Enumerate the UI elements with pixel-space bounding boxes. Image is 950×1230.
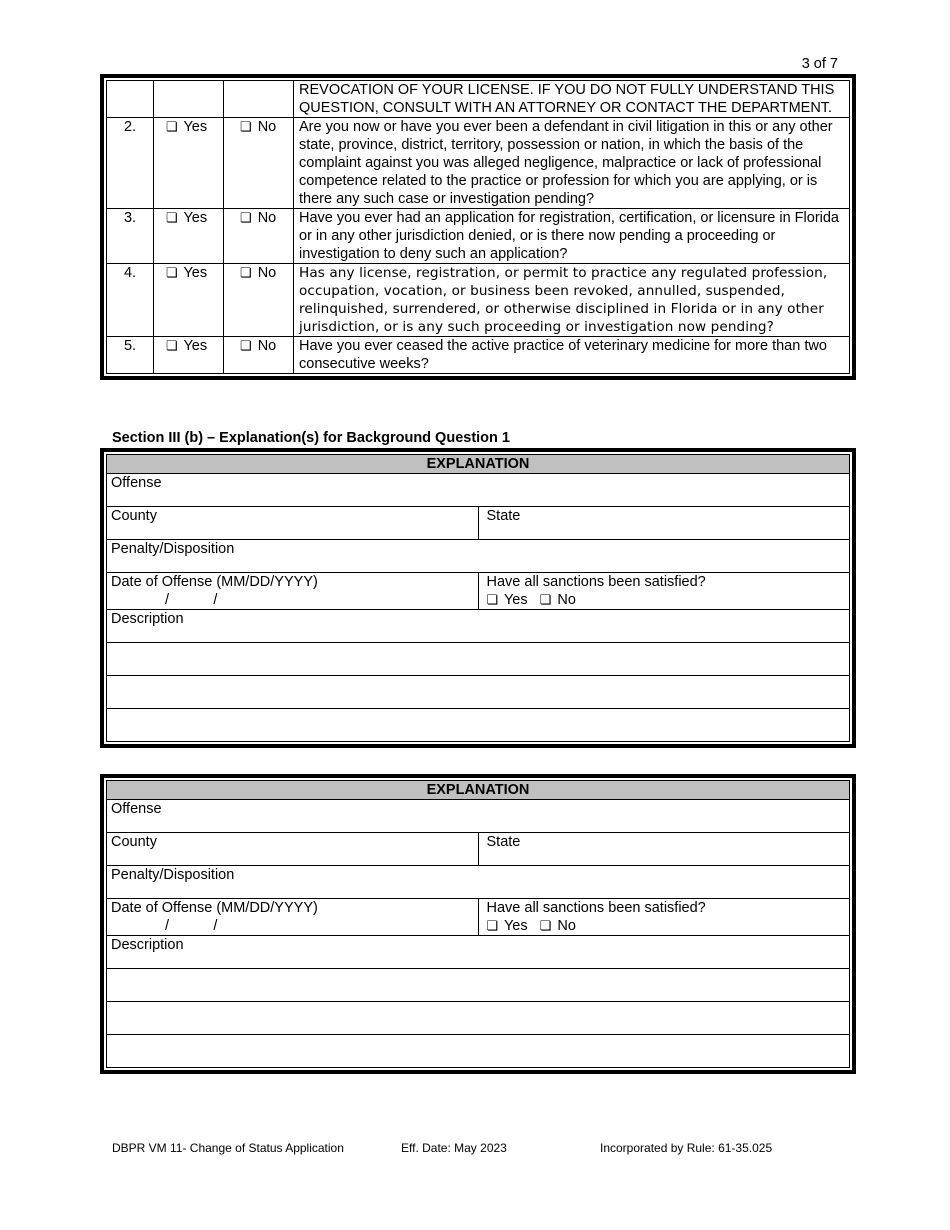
description-field[interactable] bbox=[107, 936, 850, 969]
offense-label: Offense bbox=[111, 801, 162, 817]
question-continuation-text: REVOCATION OF YOUR LICENSE. IF YOU DO NOT FULLY UNDERSTAND THIS QUESTION, CONSULT WITH AN ATTORNEY OR CONTACT THE DEPARTMENT. bbox=[294, 81, 850, 118]
offense-field[interactable] bbox=[107, 474, 850, 507]
question-number: 2. bbox=[107, 118, 154, 209]
yes-label: Yes bbox=[183, 265, 208, 281]
no-label: No bbox=[257, 119, 277, 135]
yes-label: Yes bbox=[183, 210, 208, 226]
sanctions-field bbox=[478, 899, 850, 936]
county-label: County bbox=[111, 508, 157, 524]
sanctions-no-option[interactable] bbox=[540, 918, 576, 934]
description-line[interactable] bbox=[107, 709, 850, 742]
penalty-field[interactable] bbox=[107, 866, 850, 899]
description-line[interactable] bbox=[107, 1035, 850, 1068]
sanctions-field bbox=[478, 573, 850, 610]
section-title: Section III (b) – Explanation(s) for Background Question 1 bbox=[112, 430, 510, 446]
no-option[interactable] bbox=[224, 118, 294, 209]
county-label: County bbox=[111, 834, 157, 850]
date-of-offense-field[interactable] bbox=[107, 573, 479, 610]
date-label: Date of Offense (MM/DD/YYYY) bbox=[111, 900, 318, 916]
yes-option[interactable] bbox=[154, 118, 224, 209]
date-slashes: / / bbox=[165, 918, 218, 934]
question-row-continuation bbox=[107, 81, 850, 118]
description-label: Description bbox=[111, 937, 184, 953]
yes-label: Yes bbox=[183, 338, 208, 354]
question-row-5 bbox=[107, 337, 850, 374]
penalty-field[interactable] bbox=[107, 540, 850, 573]
explanation-frame-1 bbox=[100, 448, 856, 748]
state-label: State bbox=[486, 508, 521, 524]
question-number: 3. bbox=[107, 209, 154, 264]
description-field[interactable] bbox=[107, 610, 850, 643]
question-number: 4. bbox=[107, 264, 154, 337]
checkbox-icon[interactable]: ❏ bbox=[539, 592, 552, 607]
state-label: State bbox=[486, 834, 521, 850]
description-line[interactable] bbox=[107, 643, 850, 676]
no-label: No bbox=[257, 338, 277, 354]
yes-label: Yes bbox=[183, 119, 208, 135]
question-row-2 bbox=[107, 118, 850, 209]
yes-label: Yes bbox=[503, 592, 528, 608]
question-number: 5. bbox=[107, 337, 154, 374]
sanctions-no-option[interactable] bbox=[540, 592, 576, 608]
penalty-label: Penalty/Disposition bbox=[111, 867, 235, 883]
checkbox-icon[interactable]: ❏ bbox=[166, 338, 178, 353]
background-questions-frame bbox=[100, 74, 856, 380]
explanation-header: EXPLANATION bbox=[107, 781, 850, 800]
checkbox-icon[interactable]: ❏ bbox=[486, 918, 499, 933]
no-label: No bbox=[557, 918, 576, 934]
question-text: Have you ever ceased the active practice of veterinary medicine for more than two consecutive weeks? bbox=[294, 337, 850, 374]
checkbox-icon[interactable]: ❏ bbox=[166, 265, 178, 280]
explanation-header: EXPLANATION bbox=[107, 455, 850, 474]
footer-form-name: DBPR VM 11- Change of Status Application bbox=[112, 1141, 344, 1155]
no-option[interactable] bbox=[224, 264, 294, 337]
state-field[interactable] bbox=[478, 507, 850, 540]
no-option[interactable] bbox=[224, 209, 294, 264]
question-row-3 bbox=[107, 209, 850, 264]
explanation-frame-2 bbox=[100, 774, 856, 1074]
description-line[interactable] bbox=[107, 969, 850, 1002]
description-label: Description bbox=[111, 611, 184, 627]
footer-eff-date: Eff. Date: May 2023 bbox=[401, 1141, 507, 1155]
checkbox-icon[interactable]: ❏ bbox=[486, 592, 499, 607]
yes-label: Yes bbox=[503, 918, 528, 934]
question-text: Are you now or have you ever been a defendant in civil litigation in this or any other state, province, district, territory, possession or nation, in which the basis of the complaint against you was alleged negligence, malpractice or lack of professional competence related to the practice or profession for which you are applying, or is there any such case or investigation pending? bbox=[294, 118, 850, 209]
checkbox-icon[interactable]: ❏ bbox=[240, 338, 252, 353]
footer-rule: Incorporated by Rule: 61-35.025 bbox=[600, 1141, 773, 1155]
page-number: 3 of 7 bbox=[801, 56, 838, 72]
sanctions-label: Have all sanctions been satisfied? bbox=[486, 574, 706, 590]
sanctions-yes-option[interactable] bbox=[487, 918, 528, 934]
question-row-4 bbox=[107, 264, 850, 337]
yes-option[interactable] bbox=[154, 337, 224, 374]
penalty-label: Penalty/Disposition bbox=[111, 541, 235, 557]
checkbox-icon[interactable]: ❏ bbox=[166, 119, 178, 134]
background-questions-table bbox=[106, 80, 850, 374]
explanation-table bbox=[106, 454, 850, 742]
date-label: Date of Offense (MM/DD/YYYY) bbox=[111, 574, 318, 590]
description-line[interactable] bbox=[107, 676, 850, 709]
offense-field[interactable] bbox=[107, 800, 850, 833]
question-text: Have you ever had an application for registration, certification, or licensure in Florida or in any other jurisdiction denied, or is there now pending a proceeding or investigation to deny such an application? bbox=[294, 209, 850, 264]
state-field[interactable] bbox=[478, 833, 850, 866]
no-option[interactable] bbox=[224, 337, 294, 374]
date-slashes: / / bbox=[165, 592, 218, 608]
checkbox-icon[interactable]: ❏ bbox=[539, 918, 552, 933]
sanctions-label: Have all sanctions been satisfied? bbox=[486, 900, 706, 916]
no-label: No bbox=[257, 210, 277, 226]
checkbox-icon[interactable]: ❏ bbox=[166, 210, 178, 225]
description-line[interactable] bbox=[107, 1002, 850, 1035]
checkbox-icon[interactable]: ❏ bbox=[240, 265, 252, 280]
date-of-offense-field[interactable] bbox=[107, 899, 479, 936]
no-label: No bbox=[557, 592, 576, 608]
explanation-table bbox=[106, 780, 850, 1068]
county-field[interactable] bbox=[107, 507, 479, 540]
offense-label: Offense bbox=[111, 475, 162, 491]
sanctions-yes-option[interactable] bbox=[487, 592, 528, 608]
yes-option[interactable] bbox=[154, 264, 224, 337]
checkbox-icon[interactable]: ❏ bbox=[240, 119, 252, 134]
checkbox-icon[interactable]: ❏ bbox=[240, 210, 252, 225]
question-text: Has any license, registration, or permit to practice any regulated profession, occupation, vocation, or business been revoked, annulled, suspended, relinquished, surrendered, or otherwise disciplined in Florida or in any other jurisdiction, or is any such proceeding or investigation now pending? bbox=[294, 264, 850, 337]
no-label: No bbox=[257, 265, 277, 281]
county-field[interactable] bbox=[107, 833, 479, 866]
yes-option[interactable] bbox=[154, 209, 224, 264]
